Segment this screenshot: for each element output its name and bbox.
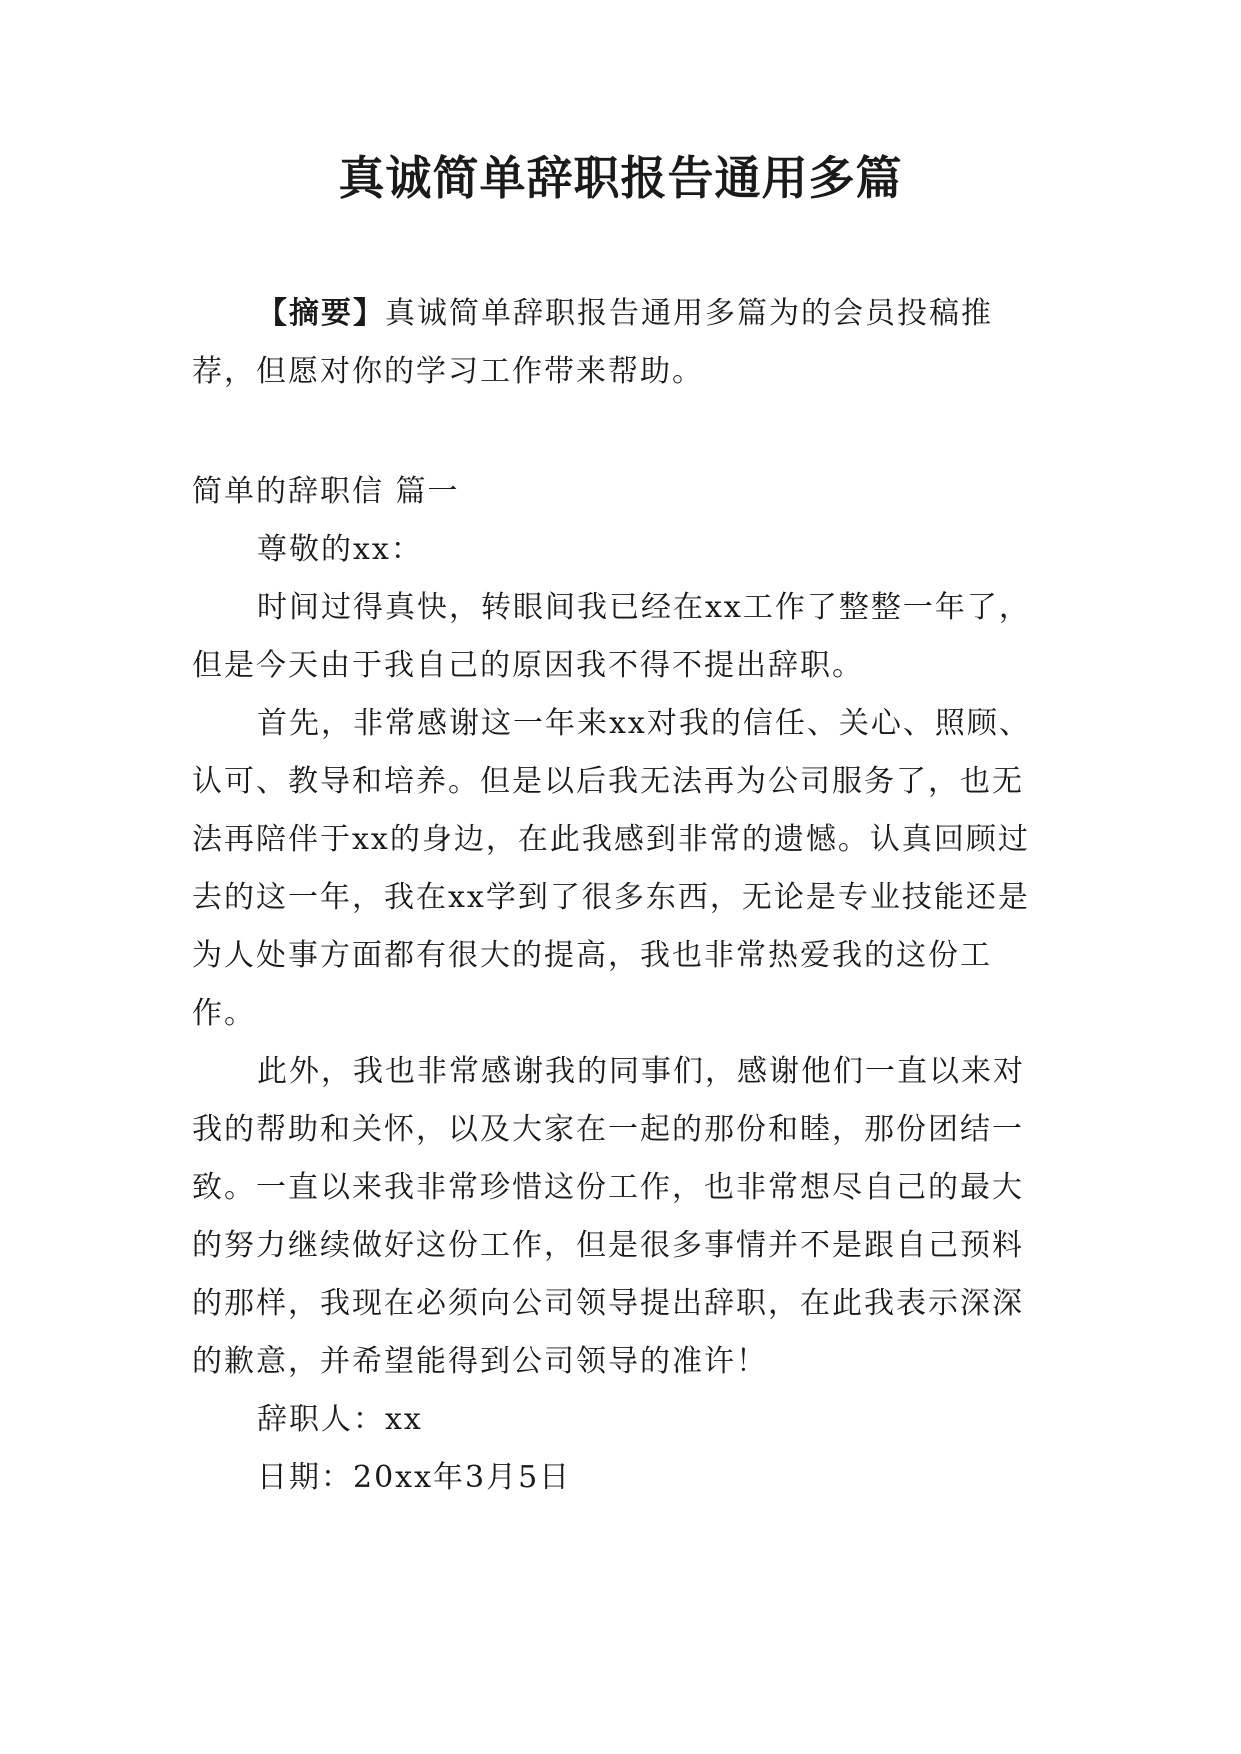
- abstract-paragraph: [192, 285, 1052, 401]
- abstract-text: 真诚简单辞职报告通用多篇为的会员投稿推荐，但愿对你的学习工作带来帮助。: [192, 296, 993, 389]
- paragraph-2: 首先，非常感谢这一年来xx对我的信任、关心、照顾、认可、教导和培养。但是以后我无法再为公司服务了，也无法再陪伴于xx的身边，在此我感到非常的遗憾。认真回顾过去的这一年，我在xx学到了很多东西，无论是专业技能还是为人处事方面都有很大的提高，我也非常热爱我的这份工作。: [192, 706, 1031, 1031]
- date: 日期：20xx年3月5日: [257, 1460, 572, 1495]
- paragraph-3: 此外，我也非常感谢我的同事们，感谢他们一直以来对我的帮助和关怀，以及大家在一起的那份和睦，那份团结一致。一直以来我非常珍惜这份工作，也非常想尽自己的最大的努力继续做好这份工作，但是很多事情并不是跟自己预料的那样，我现在必须向公司领导提出辞职，在此我表示深深的歉意，并希望能得到公司领导的准许！: [192, 1054, 1025, 1379]
- abstract-label: 【摘要】: [257, 296, 385, 331]
- salutation: 尊敬的xx：: [257, 532, 423, 567]
- paragraph-1: 时间过得真快，转眼间我已经在xx工作了整整一年了，但是今天由于我自己的原因我不得不提出辞职。: [192, 590, 1031, 683]
- document-title: 真诚简单辞职报告通用多篇: [338, 151, 903, 205]
- abstract: [192, 285, 1052, 401]
- resignation-letter: [192, 463, 1052, 1507]
- section-heading: 简单的辞职信 篇一: [192, 474, 460, 509]
- signature: 辞职人：xx: [257, 1402, 423, 1437]
